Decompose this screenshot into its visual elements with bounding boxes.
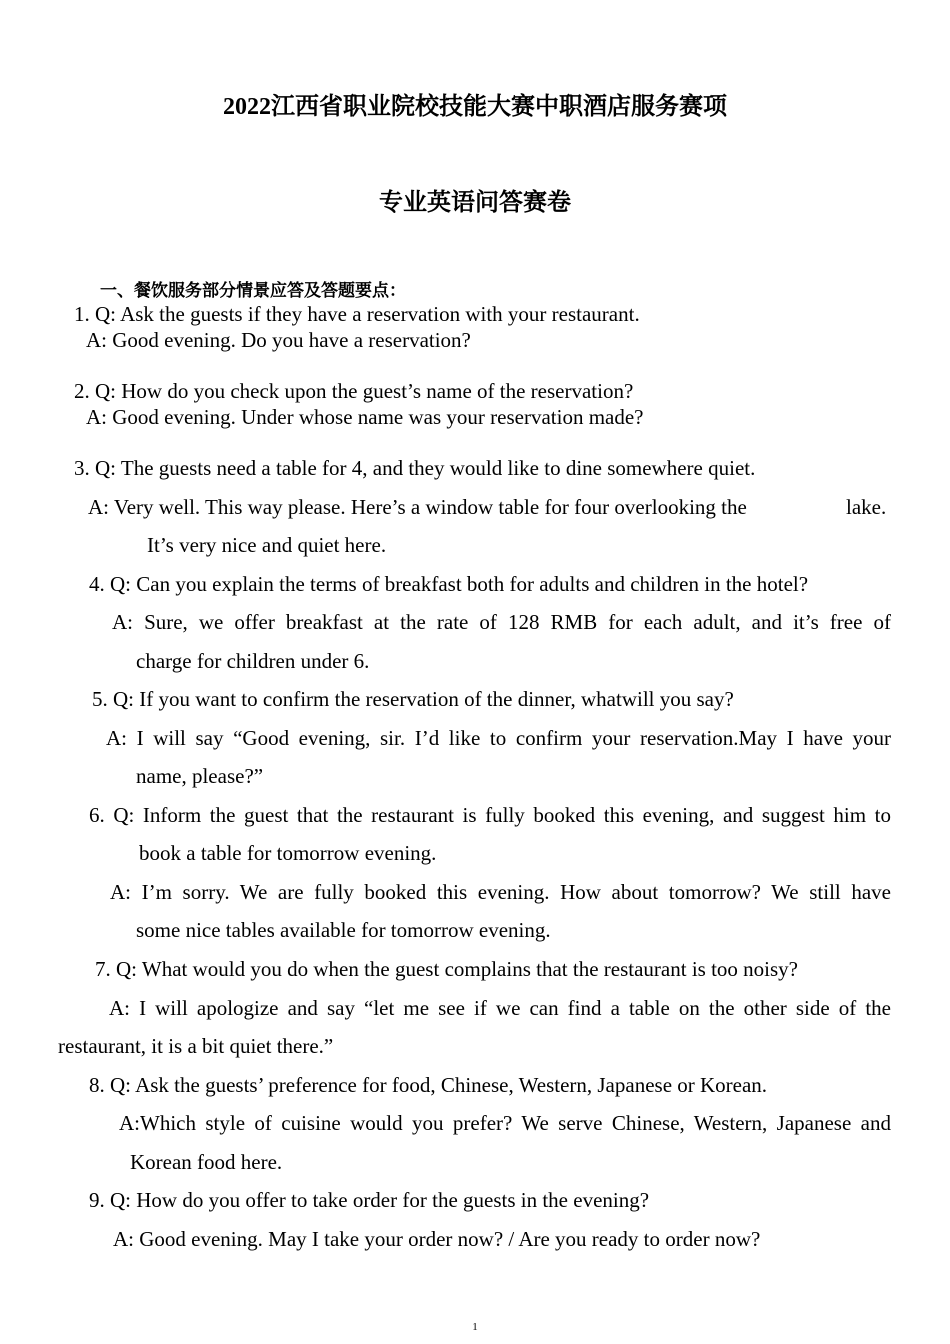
document-title: 2022江西省职业院校技能大赛中职酒店服务赛项	[223, 94, 727, 120]
answer-8-line-2: Korean food here.	[130, 1150, 283, 1174]
question-1: 1. Q: Ask the guests if they have a reservation with your restaurant.	[74, 302, 640, 326]
question-6-line-1: 6. Q: Inform the guest that the restaurant is fully booked this evening, and suggest him to	[89, 803, 891, 827]
answer-6-line-2: some nice tables available for tomorrow evening.	[136, 918, 551, 942]
section-heading: 一、餐饮服务部分情景应答及答题要点：	[100, 281, 406, 300]
page-number: 1	[472, 1321, 478, 1333]
question-5: 5. Q: If you want to confirm the reservation of the dinner, whatwill you say?	[92, 687, 734, 711]
answer-3-line-1: A: Very well. This way please. Here’s a window table for four overlooking the	[88, 495, 747, 519]
question-6-line-2: book a table for tomorrow evening.	[139, 841, 437, 865]
answer-2: A: Good evening. Under whose name was your reservation made?	[86, 405, 644, 429]
question-3: 3. Q: The guests need a table for 4, and they would like to dine somewhere quiet.	[74, 456, 756, 480]
answer-4-line-1: A: Sure, we offer breakfast at the rate of 128 RMB for each adult, and it’s free of	[112, 610, 891, 634]
question-9: 9. Q: How do you offer to take order for the guests in the evening?	[89, 1188, 650, 1212]
answer-5-line-1: A: I will say “Good evening, sir. I’d like to confirm your reservation.May I have your	[106, 726, 891, 750]
answer-8-line-1: A:Which style of cuisine would you prefer? We serve Chinese, Western, Japanese and	[119, 1111, 891, 1135]
answer-7-line-1: A: I will apologize and say “let me see if we can find a table on the other side of the	[109, 996, 891, 1020]
answer-6-line-1: A: I’m sorry. We are fully booked this evening. How about tomorrow? We still have	[110, 880, 891, 904]
answer-7-line-2: restaurant, it is a bit quiet there.”	[58, 1034, 334, 1058]
answer-9: A: Good evening. May I take your order now? / Are you ready to order now?	[113, 1227, 761, 1251]
document-subtitle: 专业英语问答赛卷	[379, 190, 571, 216]
answer-4-line-2: charge for children under 6.	[136, 649, 370, 673]
answer-5-line-2: name, please?”	[136, 764, 264, 788]
answer-3-line-2: It’s very nice and quiet here.	[147, 533, 387, 557]
answer-3-line-1-end: lake.	[846, 495, 887, 519]
question-4: 4. Q: Can you explain the terms of breakfast both for adults and children in the hotel?	[89, 572, 809, 596]
question-2: 2. Q: How do you check upon the guest’s name of the reservation?	[74, 379, 634, 403]
answer-1: A: Good evening. Do you have a reservation?	[86, 328, 471, 352]
question-8: 8. Q: Ask the guests’ preference for food, Chinese, Western, Japanese or Korean.	[89, 1073, 768, 1097]
question-7: 7. Q: What would you do when the guest complains that the restaurant is too noisy?	[95, 957, 798, 981]
